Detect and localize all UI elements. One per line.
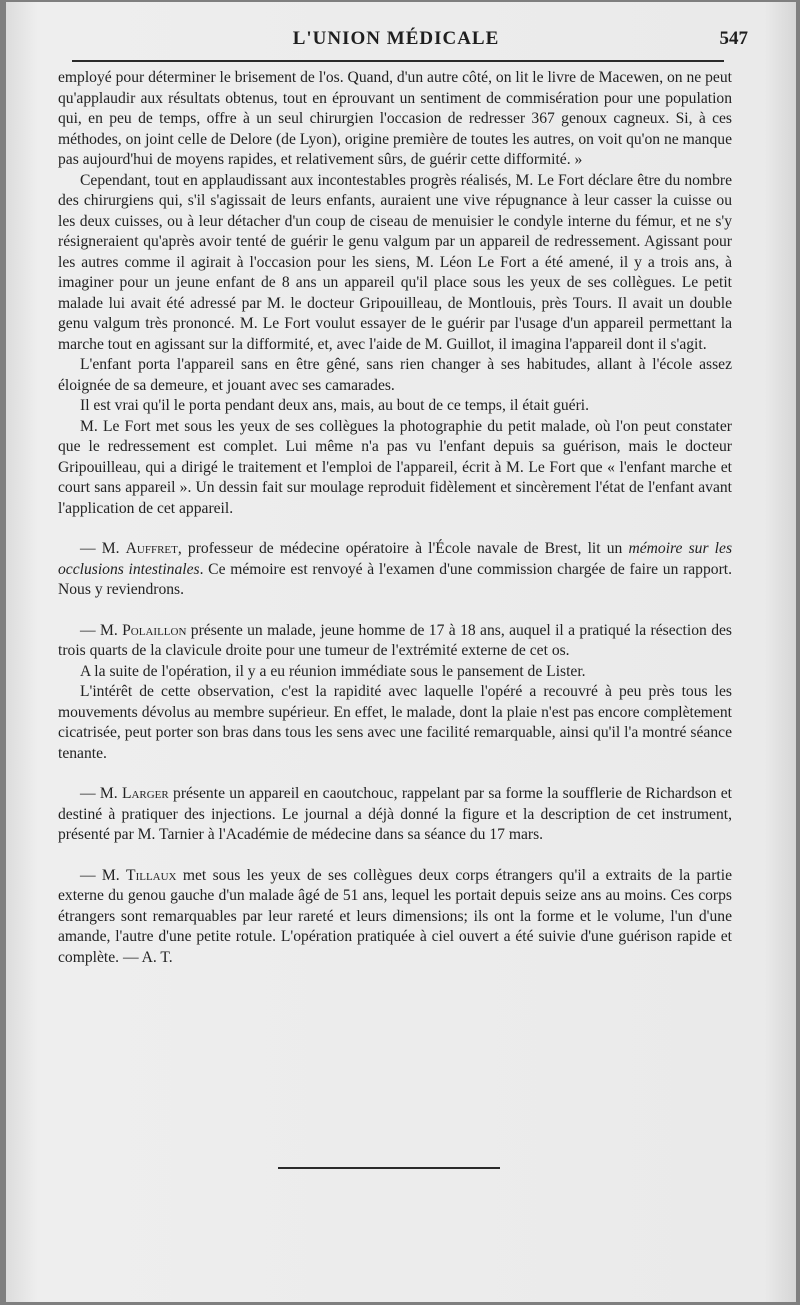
paragraph-tillaux xyxy=(58,866,732,969)
section-gap xyxy=(58,764,732,784)
article-body xyxy=(58,68,732,968)
document-page xyxy=(6,2,796,1302)
polaillon-prefix: — M. xyxy=(80,621,123,639)
paragraph-lister: A la suite de l'opération, il y a eu réunion immédiate sous le pansement de Lister. xyxy=(80,662,586,680)
page-number: 547 xyxy=(719,28,748,49)
author-name-auffret: Auffret xyxy=(125,540,178,557)
auffret-text-1: , professeur de médecine opératoire à l'École navale de Brest, lit un xyxy=(177,540,629,557)
running-title: L'UNION MÉDICALE xyxy=(292,28,500,49)
signature: — A. T. xyxy=(119,948,173,966)
larger-prefix: — M. xyxy=(80,785,122,802)
auffret-text-2: . Ce mémoire est renvoyé à l'examen d'une commission chargée de faire un rapport. Nous y reviendrons. xyxy=(58,560,733,598)
larger-text: présente un appareil en caoutchouc, rappelant par sa forme la soufflerie de Richardson et destiné à pratiquer des injections. Le journal a déjà donné la figure et la description de cet instrument, présenté par M. Tarnier à l'Académie de médecine dans sa séance du 17 mars. xyxy=(58,785,732,843)
section-gap xyxy=(58,846,732,866)
section-end-rule xyxy=(278,1167,500,1169)
paragraph-larger xyxy=(58,784,732,846)
author-name-larger: Larger xyxy=(121,785,169,802)
auffret-prefix: — M. xyxy=(80,540,126,557)
section-gap xyxy=(58,601,732,621)
page-header xyxy=(56,28,748,54)
paragraph-auffret xyxy=(58,539,732,601)
paragraph-interet: L'intérêt de cette observation, c'est la rapidité avec laquelle l'opéré a recouvré à peu près tous les mouvements dévolus au membre supérieur. En effet, le malade, dont la plaie n'est pas encore complètement cicatrisée, peut porter son bras dans tous les sens avec une facilité remarquable, ainsi qu'il l'a montré séance tenante. xyxy=(58,683,732,762)
tillaux-text: met sous les yeux de ses collègues deux corps étrangers qu'il a extraits de la partie externe du genou gauche d'un malade âgé de 51 ans, lequel les portait depuis seize ans au moins. Ces corps étrangers sont remarquables par leur rareté et leurs dimensions; ils ont la forme et le volume, l'un d'une amande, l'autre d'une petite rotule. L'opération pratiquée à ciel ouvert a été suivie d'une guérison rapide et complète. xyxy=(58,866,732,966)
paragraph-photographie: M. Le Fort met sous les yeux de ses collègues la photographie du petit malade, où l'on peut constater que le redressement est complet. Lui même n'a pas vu l'enfant depuis sa guérison, mais le docteur Gripouilleau, qui a dirigé le traitement et l'emploi de l'appareil, écrit à M. Le Fort que « l'enfant marche et court sans appareil ». Un dessin fait sur moulage reproduit fidèlement et sincèrement l'état de l'enfant avant l'application de cet appareil. xyxy=(58,417,732,517)
tillaux-prefix: — M. xyxy=(80,866,127,884)
paragraph-continued: employé pour déterminer le brisement de l'os. Quand, d'un autre côté, on lit le livre de Macewen, on ne peut qu'applaudir aux résultats obtenus, tout en éprouvant un sentiment de commisération pour une population qui, en peu de temps, offre à un seul chirurgien l'occasion de redresser 367 genoux cagneux. Si, à ces méthodes, on joint celle de Delore (de Lyon), origine première de toutes les autres, on voit qu'on ne manque pas aujourd'hui de moyens rapides, et relativement sûrs, de guérir cette difformité. » xyxy=(58,69,732,168)
paragraph-enfant: L'enfant porta l'appareil sans en être gêné, sans rien changer à ses habitudes, allant à l'école assez éloignée de sa demeure, et jouant avec ses camarades. xyxy=(58,356,732,394)
polaillon-text: présente un malade, jeune homme de 17 à 18 ans, auquel il a pratiqué la résection des trois quarts de la clavicule droite pour une tumeur de l'extrémité externe de cet os. xyxy=(58,621,732,659)
memoir-title: mémoire sur les occlusions intestinales xyxy=(58,540,733,578)
author-name-polaillon: Polaillon xyxy=(122,621,187,639)
paragraph-polaillon xyxy=(58,621,732,662)
author-name-tillaux: Tillaux xyxy=(126,866,177,884)
header-rule xyxy=(72,60,724,62)
section-gap xyxy=(58,519,732,539)
paragraph-le-fort: Cependant, tout en applaudissant aux incontestables progrès réalisés, M. Le Fort déclare être du nombre des chirurgiens qui, s'il s'agissait de leurs enfants, auraient une vive répugnance à leur casser la cuisse ou les deux cuisses, ou à leur détacher d'un coup de ciseau de menuisier le condyle interne du fémur, et ne s'y résigneraient qu'après avoir tenté de guérir le genu valgum par un appareil de redressement. Agissant pour les autres comme il agirait à l'occasion pour les siens, M. Léon Le Fort a été amené, il y a trois ans, à imaginer pour un jeune enfant de 8 ans un appareil qu'il place sous les yeux de ses collègues. Le petit malade lui avait été adressé par M. le docteur Gripouilleau, de Montlouis, près Tours. Il avait un double genu valgum très prononcé. M. Le Fort voulut essayer de le guérir par l'usage d'un appareil permettant la marche tout en agissant sur la difformité, et, avec l'aide de M. Guillot, il imagina l'appareil dont il s'agit. xyxy=(58,171,732,353)
paragraph-gueri: Il est vrai qu'il le porta pendant deux ans, mais, au bout de ce temps, il était guéri. xyxy=(80,397,590,414)
